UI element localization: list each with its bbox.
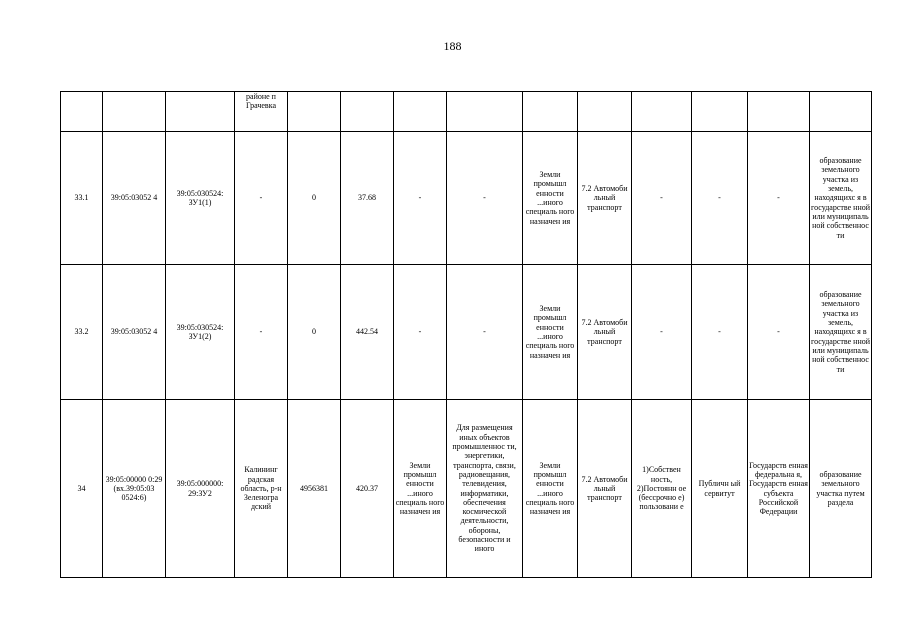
table-cell-permitted-use: Для размещения иных объектов промышленнос ти, энергетики, транспорта, связи, радиовещания, телевидения, информатики, обеспечения космической деятельности, обороны, безопасности и иного	[447, 400, 523, 578]
table-cell-area: 4956381	[288, 400, 341, 578]
table-cell-new-area: 442.54	[341, 265, 394, 400]
land-plots-table	[60, 91, 872, 578]
table-cell-plot-designation: 39:05:000000: 29:ЗУ2	[166, 400, 235, 578]
table-cell	[103, 92, 166, 132]
table-cell	[523, 92, 578, 132]
table-cell-new-land-category: Земли промышл енности ...иного специаль ного назначен ия	[523, 400, 578, 578]
table-cell-formation-method: образование земельного участка из земель, находящихс я в государстве нной или муниципаль ной собственнос ти	[810, 132, 872, 265]
table-cell	[288, 92, 341, 132]
table-cell-cadastral-number: 39:05:03052 4	[103, 265, 166, 400]
table-cell-location: районе п Грачевка	[235, 92, 288, 132]
table-cell-right-type: -	[632, 132, 692, 265]
table-cell	[447, 92, 523, 132]
table-cell	[748, 92, 810, 132]
table-cell-location: Калининг радская область, р-н Зеленогра дский	[235, 400, 288, 578]
table-cell	[578, 92, 632, 132]
table-cell-ownership: -	[748, 265, 810, 400]
table-cell-number: 34	[61, 400, 103, 578]
table-cell-plot-designation: 39:05:030524: ЗУ1(2)	[166, 265, 235, 400]
page-number: 188	[443, 39, 462, 53]
table-cell-right-type: 1)Собствен ность, 2)Постоянн ое (бессрочно е) пользовани е	[632, 400, 692, 578]
table-cell-permitted-use: -	[447, 265, 523, 400]
table-cell-encumbrance: -	[692, 265, 748, 400]
table-cell-cadastral-number: 39:05:03052 4	[103, 132, 166, 265]
table-cell-formation-method: образование земельного участка путем раздела	[810, 400, 872, 578]
table-cell-area: 0	[288, 265, 341, 400]
table-cell-encumbrance: Публичн ый сервитут	[692, 400, 748, 578]
table-cell-location: -	[235, 132, 288, 265]
table-row	[61, 265, 872, 400]
table-cell	[810, 92, 872, 132]
table-cell-ownership: -	[748, 132, 810, 265]
table-cell-new-land-category: Земли промышл енности ...иного специаль ного назначен ия	[523, 132, 578, 265]
table-row-continuation	[61, 92, 872, 132]
table-cell-land-category: Земли промышл енности ...иного специаль ного назначен ия	[394, 400, 447, 578]
table-cell-new-permitted-use: 7.2 Автомоби льный транспорт	[578, 132, 632, 265]
table-cell-land-category: -	[394, 132, 447, 265]
table-cell-number: 33.2	[61, 265, 103, 400]
table-cell-location: -	[235, 265, 288, 400]
table-cell-plot-designation: 39:05:030524: ЗУ1(1)	[166, 132, 235, 265]
table-cell-new-permitted-use: 7.2 Автомоби льный транспорт	[578, 400, 632, 578]
table-cell	[166, 92, 235, 132]
table-cell-area: 0	[288, 132, 341, 265]
table-cell-new-area: 420.37	[341, 400, 394, 578]
table-cell-land-category: -	[394, 265, 447, 400]
table-cell-ownership: Государств енная федеральна я, Государств енная субъекта Российской Федерации	[748, 400, 810, 578]
table-cell	[394, 92, 447, 132]
table-cell-cadastral-number: 39:05:00000 0:29 (вх.39:05:03 0524:6)	[103, 400, 166, 578]
table-cell-right-type: -	[632, 265, 692, 400]
table-row	[61, 132, 872, 265]
table-row	[61, 400, 872, 578]
table-cell-number: 33.1	[61, 132, 103, 265]
table-cell	[692, 92, 748, 132]
table-cell	[61, 92, 103, 132]
table-cell-new-land-category: Земли промышл енности ...иного специаль ного назначен ия	[523, 265, 578, 400]
table-cell-encumbrance: -	[692, 132, 748, 265]
table-cell-permitted-use: -	[447, 132, 523, 265]
table-cell-formation-method: образование земельного участка из земель, находящихс я в государстве нной или муниципаль ной собственнос ти	[810, 265, 872, 400]
table-cell-new-area: 37.68	[341, 132, 394, 265]
table-cell	[632, 92, 692, 132]
table-cell-new-permitted-use: 7.2 Автомоби льный транспорт	[578, 265, 632, 400]
table-cell	[341, 92, 394, 132]
